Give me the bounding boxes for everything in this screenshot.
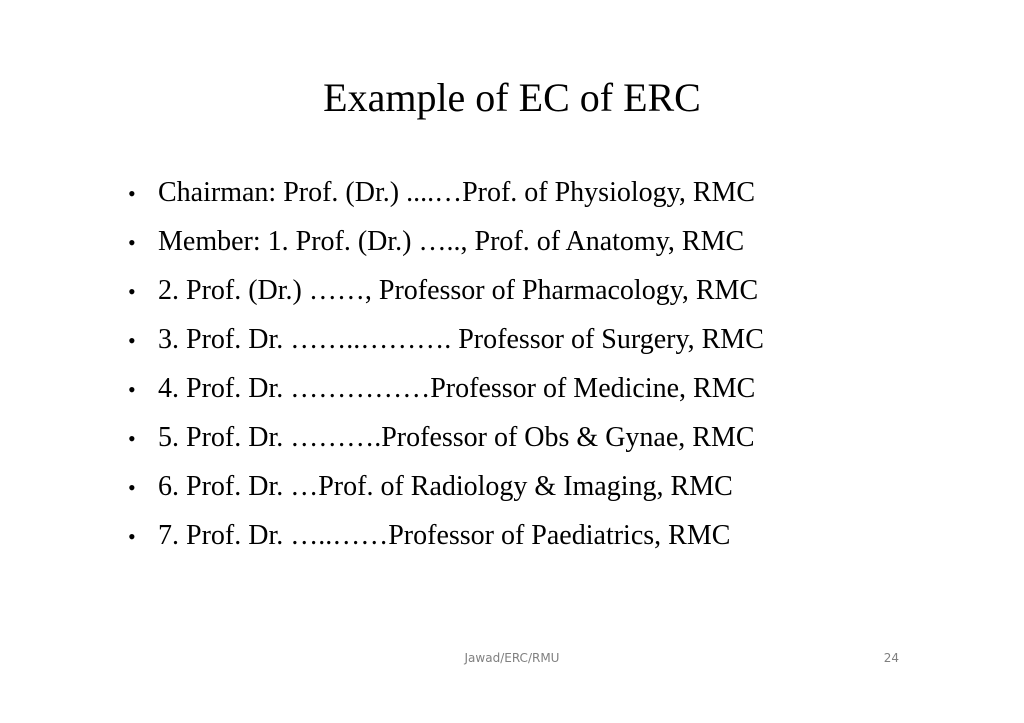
list-item-text: 4. Prof. Dr. ……………Professor of Medicine, RMC (158, 373, 756, 404)
bullet-icon: • (128, 328, 136, 353)
list-item-text: Member: 1. Prof. (Dr.) ….., Prof. of Anatomy, RMC (158, 226, 745, 257)
list-item (128, 511, 948, 560)
list-item-text: 6. Prof. Dr. …Prof. of Radiology & Imaging, RMC (158, 471, 733, 502)
list-item-text: 2. Prof. (Dr.) ……, Professor of Pharmacology, RMC (158, 275, 759, 306)
slide-title: Example of EC of ERC (323, 75, 701, 120)
bullet-icon: • (128, 279, 136, 304)
bullet-icon: • (128, 524, 136, 549)
list-item-text: 3. Prof. Dr. ……..………. Professor of Surgery, RMC (158, 324, 764, 355)
list-item (128, 168, 948, 217)
list-item (128, 413, 948, 462)
bullet-icon: • (128, 230, 136, 255)
list-item-text: 7. Prof. Dr. …..……Professor of Paediatrics, RMC (158, 520, 731, 551)
list-item (128, 364, 948, 413)
footer-text: Jawad/ERC/RMU (464, 651, 560, 665)
list-item (128, 266, 948, 315)
bullet-icon: • (128, 426, 136, 451)
list-item (128, 217, 948, 266)
list-item (128, 315, 948, 364)
bullet-icon: • (128, 377, 136, 402)
bullet-list (128, 168, 948, 560)
page-number: 24 (883, 651, 899, 665)
list-item-text: Chairman: Prof. (Dr.) ....…Prof. of Physiology, RMC (158, 177, 756, 208)
list-item (128, 462, 948, 511)
bullet-icon: • (128, 475, 136, 500)
bullet-icon: • (128, 181, 136, 206)
list-item-text: 5. Prof. Dr. ……….Professor of Obs & Gynae, RMC (158, 422, 755, 453)
